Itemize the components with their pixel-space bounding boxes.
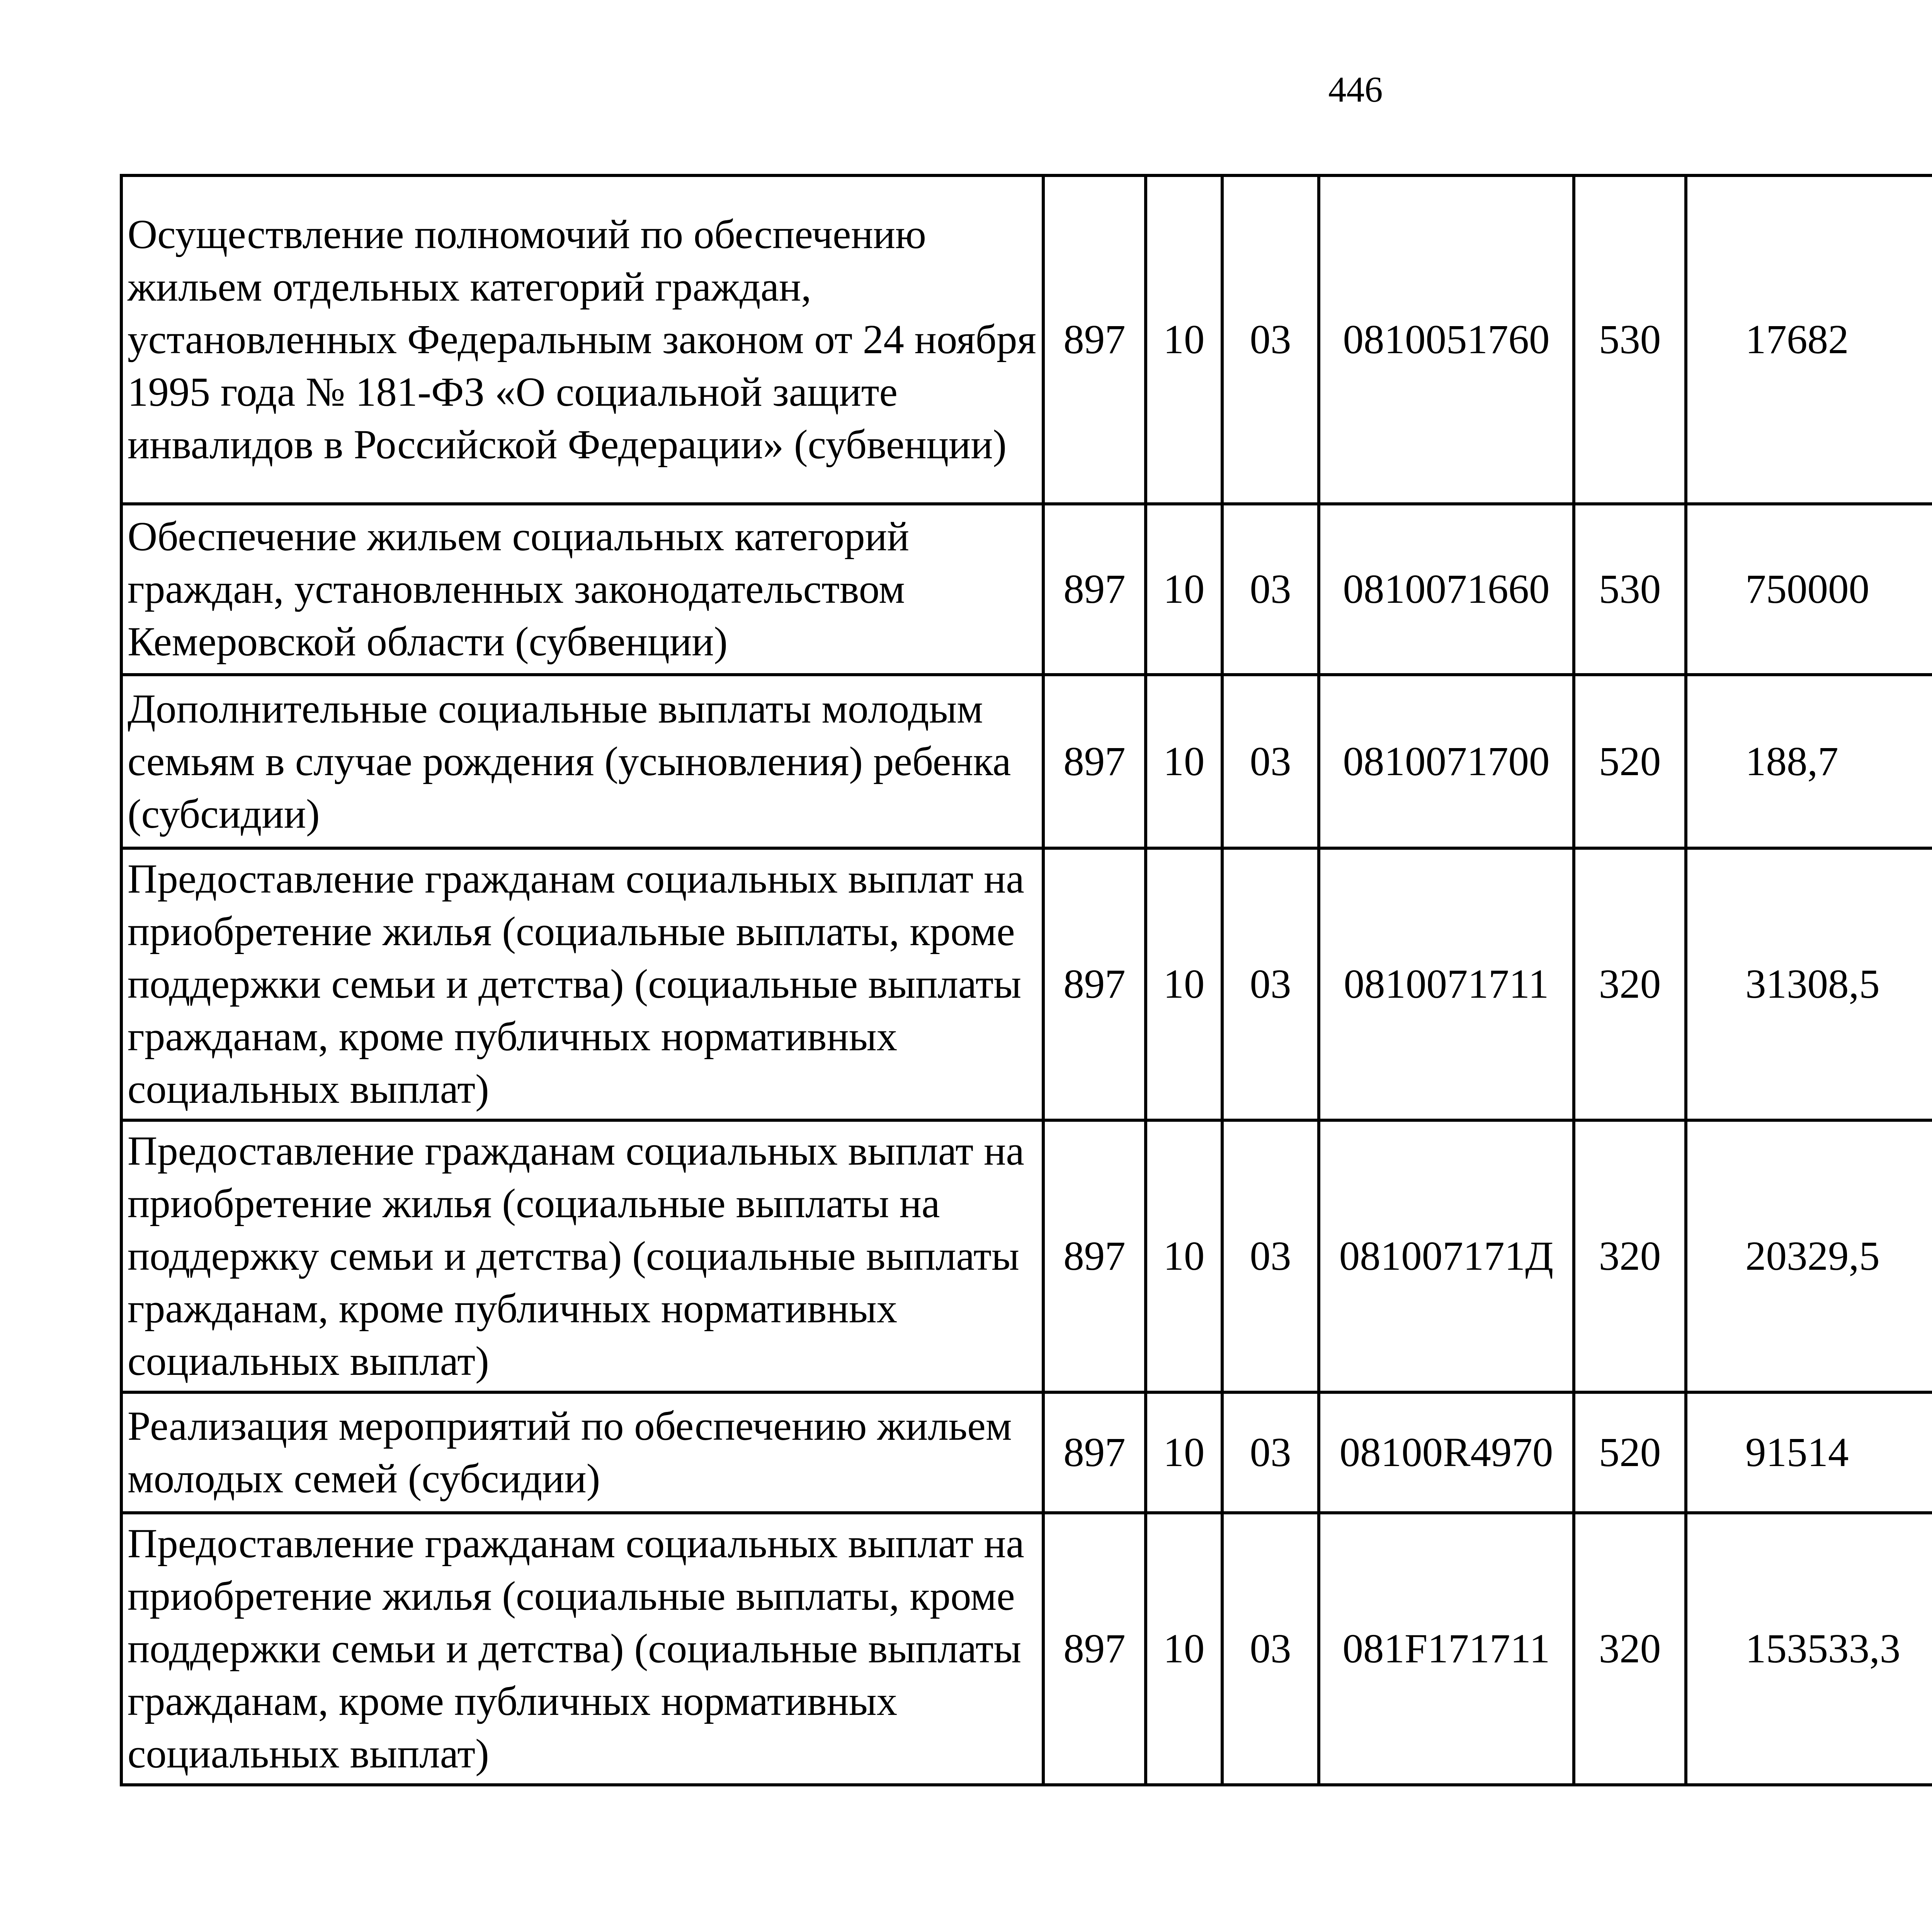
ministry-code: 897 — [1043, 1513, 1146, 1785]
subsection-code: 03 — [1222, 504, 1319, 675]
section-code: 10 — [1146, 675, 1222, 848]
section-code: 10 — [1146, 1392, 1222, 1513]
table-row — [121, 675, 1932, 848]
amount-year-1: 153533,3 — [1686, 1513, 1932, 1785]
row-description: Предоставление гражданам социальных выплат на приобретение жилья (социальные выплаты, кроме поддержки семьи и детства) (социальные выплаты гражданам, кроме публичных нормативных социальных выплат) — [121, 1513, 1043, 1785]
row-description: Дополнительные социальные выплаты молодым семьям в случае рождения (усыновления) ребенка (субсидии) — [121, 675, 1043, 848]
row-description: Осуществление полномочий по обеспечению жильем отдельных категорий граждан, установленных Федеральным законом от 24 ноября 1995 года № 181-ФЗ «О социальной защите инвалидов в Российской Федерации» (субвенции) — [121, 175, 1043, 504]
subsection-code: 03 — [1222, 1513, 1319, 1785]
expense-type-code: 320 — [1574, 1513, 1686, 1785]
row-description: Предоставление гражданам социальных выплат на приобретение жилья (социальные выплаты, кроме поддержки семьи и детства) (социальные выплаты гражданам, кроме публичных нормативных социальных выплат) — [121, 848, 1043, 1120]
row-description: Предоставление гражданам социальных выплат на приобретение жилья (социальные выплаты на поддержку семьи и детства) (социальные выплаты гражданам, кроме публичных нормативных социальных выплат) — [121, 1120, 1043, 1392]
amount-year-1: 31308,5 — [1686, 848, 1932, 1120]
amount-year-1: 188,7 — [1686, 675, 1932, 848]
ministry-code: 897 — [1043, 675, 1146, 848]
table-row — [121, 1513, 1932, 1785]
ministry-code: 897 — [1043, 175, 1146, 504]
target-article-code: 081007171Д — [1319, 1120, 1574, 1392]
row-description: Реализация мероприятий по обеспечению жильем молодых семей (субсидии) — [121, 1392, 1043, 1513]
expense-type-code: 520 — [1574, 1392, 1686, 1513]
budget-table — [120, 174, 1932, 1786]
expense-type-code: 530 — [1574, 504, 1686, 675]
amount-year-1: 17682 — [1686, 175, 1932, 504]
table-row — [121, 1392, 1932, 1513]
ministry-code: 897 — [1043, 1392, 1146, 1513]
table-row — [121, 175, 1932, 504]
section-code: 10 — [1146, 1120, 1222, 1392]
expense-type-code: 320 — [1574, 1120, 1686, 1392]
subsection-code: 03 — [1222, 1392, 1319, 1513]
expense-type-code: 320 — [1574, 848, 1686, 1120]
amount-year-1: 20329,5 — [1686, 1120, 1932, 1392]
table-row — [121, 504, 1932, 675]
subsection-code: 03 — [1222, 675, 1319, 848]
ministry-code: 897 — [1043, 504, 1146, 675]
ministry-code: 897 — [1043, 1120, 1146, 1392]
expense-type-code: 530 — [1574, 175, 1686, 504]
target-article-code: 081F171711 — [1319, 1513, 1574, 1785]
target-article-code: 0810071700 — [1319, 675, 1574, 848]
target-article-code: 0810051760 — [1319, 175, 1574, 504]
row-description: Обеспечение жильем социальных категорий граждан, установленных законодательством Кемеровской области (субвенции) — [121, 504, 1043, 675]
table-row — [121, 1120, 1932, 1392]
subsection-code: 03 — [1222, 848, 1319, 1120]
target-article-code: 08100R4970 — [1319, 1392, 1574, 1513]
expense-type-code: 520 — [1574, 675, 1686, 848]
subsection-code: 03 — [1222, 175, 1319, 504]
page-number: 446 — [1328, 70, 1383, 110]
table-row — [121, 848, 1932, 1120]
amount-year-1: 91514 — [1686, 1392, 1932, 1513]
amount-year-1: 750000 — [1686, 504, 1932, 675]
section-code: 10 — [1146, 504, 1222, 675]
section-code: 10 — [1146, 175, 1222, 504]
target-article-code: 0810071711 — [1319, 848, 1574, 1120]
ministry-code: 897 — [1043, 848, 1146, 1120]
section-code: 10 — [1146, 848, 1222, 1120]
subsection-code: 03 — [1222, 1120, 1319, 1392]
section-code: 10 — [1146, 1513, 1222, 1785]
target-article-code: 0810071660 — [1319, 504, 1574, 675]
